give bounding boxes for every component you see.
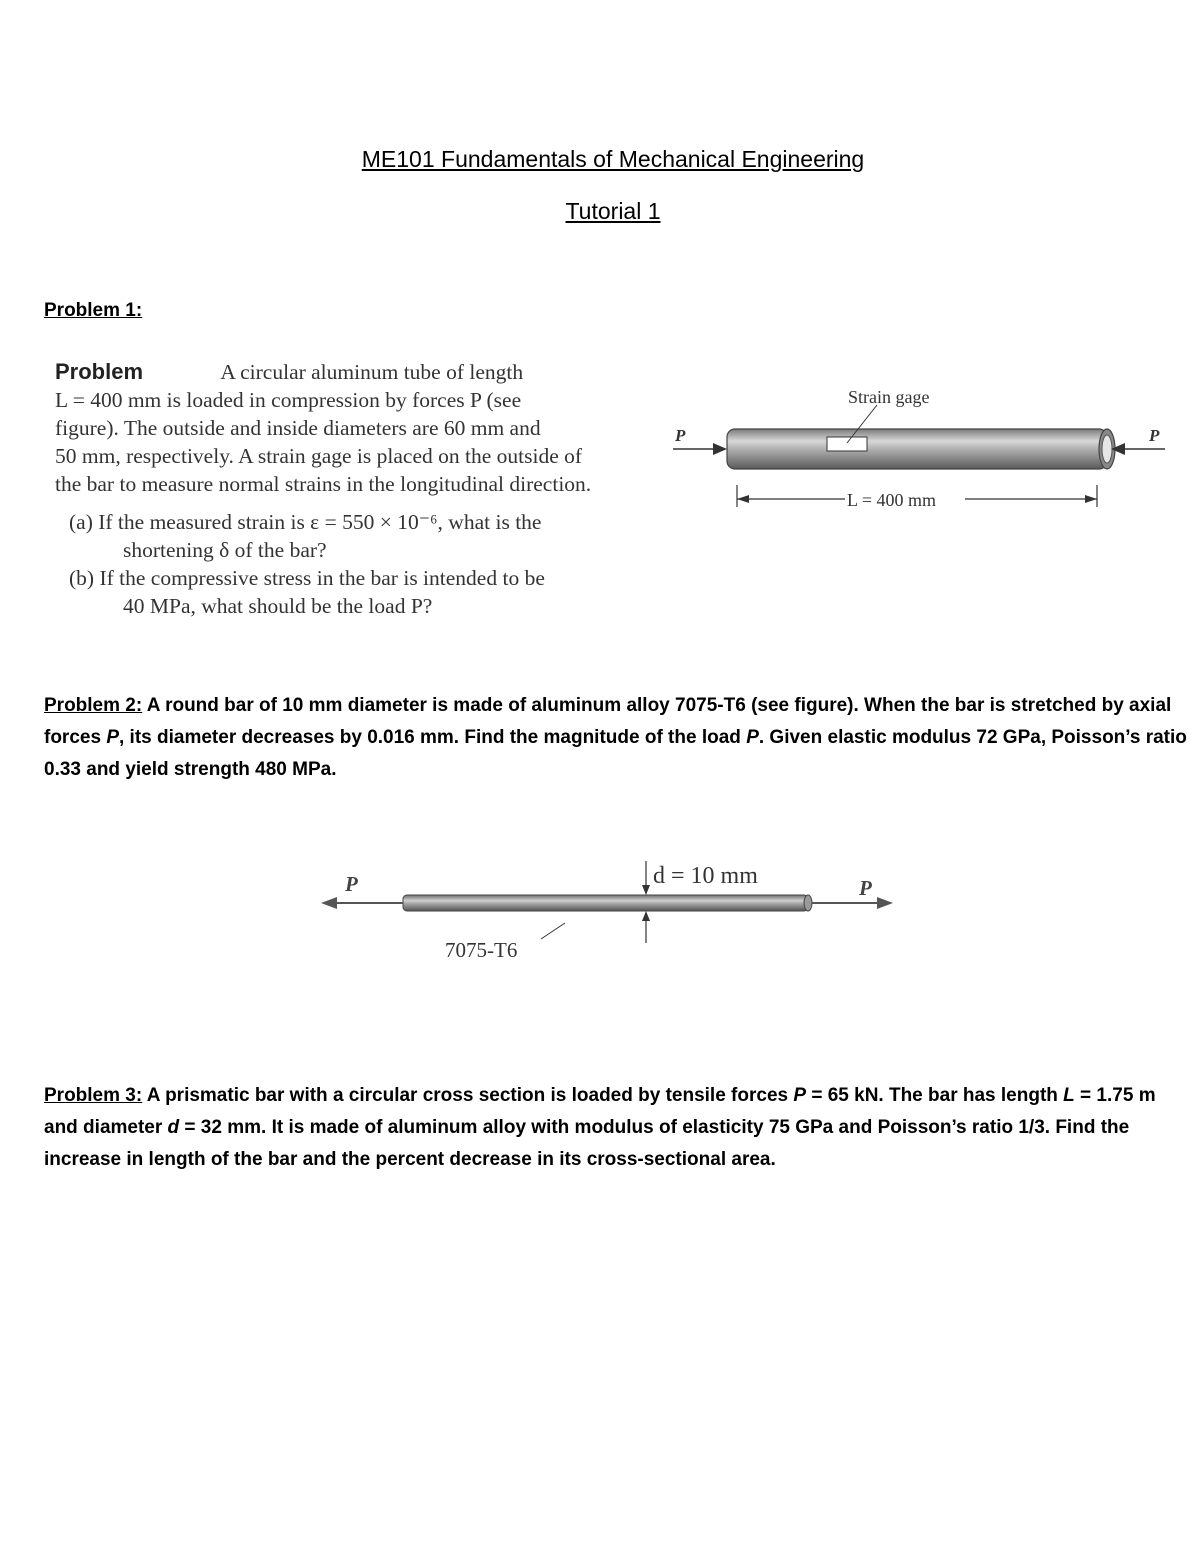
- problem1-heading: Problem 1:: [44, 300, 143, 321]
- tutorial-title: Tutorial 1: [565, 198, 661, 224]
- problem1-label: Problem: [55, 359, 144, 384]
- tube-bore: [1102, 435, 1112, 463]
- problem3-text: Problem 3: A prismatic bar with a circular cross section is loaded by tensile forces P = 65 kN. The bar has length L = 1.75 m and diameter d = 32 mm. It is made of aluminum alloy with modulus of elasticity 75 GPa and Poisson’s ratio 1/3. Find the increase in length of the bar and the percent decrease in its cross-sectional area.: [44, 1085, 1156, 1170]
- course-title: ME101 Fundamentals of Mechanical Engineering: [361, 146, 865, 172]
- problem1-part-a-2: shortening δ of the bar?: [123, 538, 327, 562]
- problem2-text: Problem 2: A round bar of 10 mm diameter is made of aluminum alloy 7075-T6 (see figure). When the bar is stretched by axial forces P, its diameter decreases by 0.016 mm. Find the magnitude of the load P. Given elastic modulus 72 GPa, Poisson’s ratio 0.33 and yield strength 480 MPa.: [44, 695, 1187, 780]
- left-load-arrowhead: [321, 897, 337, 909]
- length-label: L = 400 mm: [847, 490, 936, 510]
- problem1-line5: the bar to measure normal strains in the longitudinal direction.: [55, 472, 592, 496]
- diameter-bottom-arrowhead: [642, 911, 650, 921]
- right-load-arrowhead: [877, 897, 893, 909]
- strain-gage-label: Strain gage: [848, 387, 930, 407]
- strain-gage: [827, 437, 867, 451]
- problem1-figure: [665, 375, 1170, 515]
- left-load-label: P: [345, 872, 358, 896]
- problem3-heading: Problem 3:: [44, 1085, 143, 1106]
- round-bar: [403, 895, 808, 911]
- diameter-label: d = 10 mm: [653, 863, 758, 889]
- problem2-figure: [315, 855, 915, 970]
- problem1-part-a-1: (a) If the measured strain is ε = 550 × 10⁻⁶, what is the: [69, 510, 542, 534]
- problem1-line3: figure). The outside and inside diameters are 60 mm and: [55, 416, 541, 440]
- right-load-label: P: [859, 876, 872, 900]
- problem1-part-b-1: (b) If the compressive stress in the bar is intended to be: [69, 566, 545, 590]
- dim-arrowhead-right: [1085, 495, 1097, 503]
- problem1-excerpt: [55, 358, 655, 620]
- problem1-line4: 50 mm, respectively. A strain gage is placed on the outside of: [55, 444, 583, 468]
- problem1-line2: L = 400 mm is loaded in compression by forces P (see: [55, 388, 522, 412]
- material-label: 7075-T6: [445, 938, 518, 962]
- bar-end: [804, 895, 812, 911]
- problem1-part-b-2: 40 MPa, what should be the load P?: [123, 594, 433, 618]
- right-load-label: P: [1149, 426, 1160, 445]
- problem2-heading: Problem 2:: [44, 695, 143, 716]
- diameter-top-arrowhead: [642, 885, 650, 895]
- left-load-label: P: [675, 426, 686, 445]
- dim-arrowhead-left: [737, 495, 749, 503]
- aluminum-tube: [727, 429, 1107, 469]
- left-load-arrowhead: [713, 443, 727, 455]
- material-leader: [541, 923, 565, 939]
- problem1-line1: Problem A circular aluminum tube of length: [55, 359, 524, 384]
